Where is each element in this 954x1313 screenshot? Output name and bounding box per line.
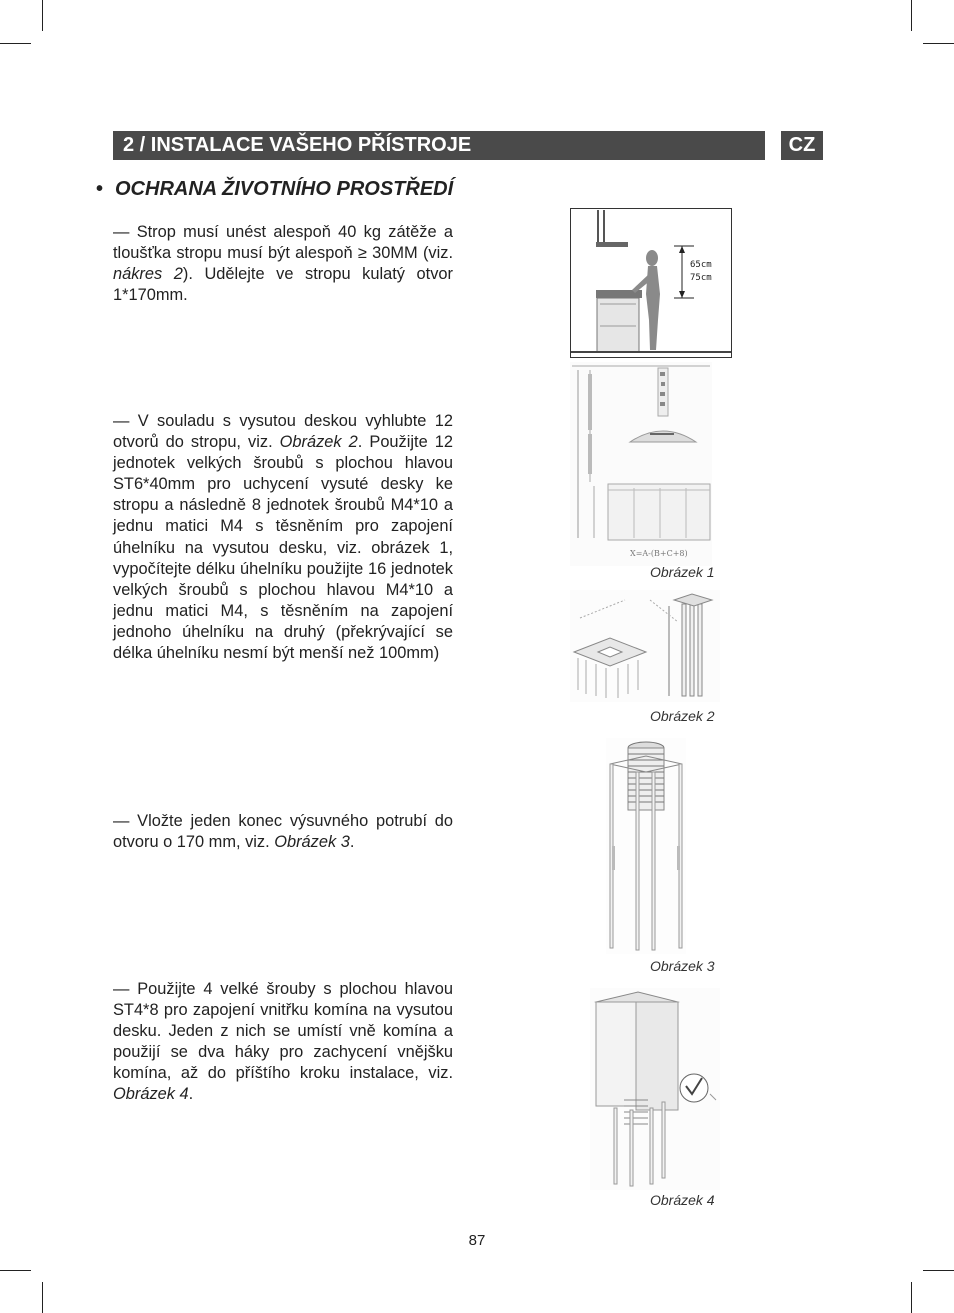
section-heading bbox=[96, 176, 453, 202]
figure-elevation-drawing bbox=[570, 362, 712, 566]
section-header-bar bbox=[113, 131, 765, 160]
figure-caption: Obrázek 2 bbox=[650, 708, 715, 724]
crop-mark bbox=[42, 0, 43, 31]
paragraph-drill-holes: — V souladu s vysutou deskou vyhlubte 12 otvorů do stropu, viz. Obrázek 2. Použijte 12 jednotek velkých šroubů s plochou hlavou ST6*40mm pro uchycení vysuté desky ke stropu a následně 8 jednotek šroubů M4*10 a jednu matici M4 s těsněním pro zapojení úhelníku na vysutou desku, viz. obrázek 1, vypočítejte délku úhelníku použijte 16 jednotek velkých šroubů s plochou hlavou M4*10 a jednu matici M4, s těsněním na zapojení jednoho úhelníku na druhý (překrývající se délka úhelníku nesmí být menší než 100mm) bbox=[113, 412, 453, 663]
figure-kitchen-height bbox=[570, 208, 732, 358]
page-title: 2 / INSTALACE VAŠEHO PŘÍSTROJE bbox=[123, 134, 472, 156]
crop-mark bbox=[911, 1282, 912, 1313]
language-badge: CZ bbox=[781, 131, 823, 160]
figure-duct-insert bbox=[606, 738, 686, 954]
crop-mark bbox=[923, 1270, 954, 1271]
crop-mark bbox=[923, 43, 954, 44]
figure-caption: Obrázek 3 bbox=[650, 958, 715, 974]
figure-caption: Obrázek 1 bbox=[650, 564, 715, 580]
crop-mark bbox=[0, 43, 31, 44]
section-heading-text: OCHRANA ŽIVOTNÍHO PROSTŘEDÍ bbox=[115, 178, 454, 200]
bullet-icon: • bbox=[96, 178, 104, 200]
dimension-label: 65cm bbox=[690, 260, 712, 270]
formula-label: X=A-(B+C+8) bbox=[630, 549, 688, 558]
reference-figure: Obrázek 4 bbox=[113, 1085, 189, 1104]
paragraph-ceiling-load: — Strop musí unést alespoň 40 kg zátěže a tloušťka stropu musí být alespoň ≥ 30MM (viz. nákres 2). Udělejte ve stropu kulatý otvor 1*170mm. bbox=[113, 223, 453, 305]
paragraph-insert-duct: — Vložte jeden konec výsuvného potrubí do otvoru o 170 mm, viz. Obrázek 3. bbox=[113, 812, 453, 852]
paragraph-chimney-screws: — Použijte 4 velké šrouby s plochou hlavou ST4*8 pro zapojení vnitřku komína na vysutou desku. Jeden z nich se umístí vně komína a použijí se dva háky pro zachycení vnějšku komína, až do příštího kroku instalace, viz. Obrázek 4. bbox=[113, 980, 453, 1104]
crop-mark bbox=[0, 1270, 31, 1271]
crop-mark bbox=[42, 1282, 43, 1313]
figure-chimney-mount bbox=[590, 988, 720, 1190]
figure-mounting-plate bbox=[570, 590, 720, 702]
reference-figure: Obrázek 3 bbox=[274, 833, 350, 852]
reference-drawing: nákres 2 bbox=[113, 265, 183, 284]
reference-figure: Obrázek 2 bbox=[279, 433, 358, 452]
figure-caption: Obrázek 4 bbox=[650, 1192, 715, 1208]
dimension-label: 75cm bbox=[690, 273, 712, 283]
crop-mark bbox=[911, 0, 912, 31]
page-number: 87 bbox=[468, 1232, 486, 1249]
